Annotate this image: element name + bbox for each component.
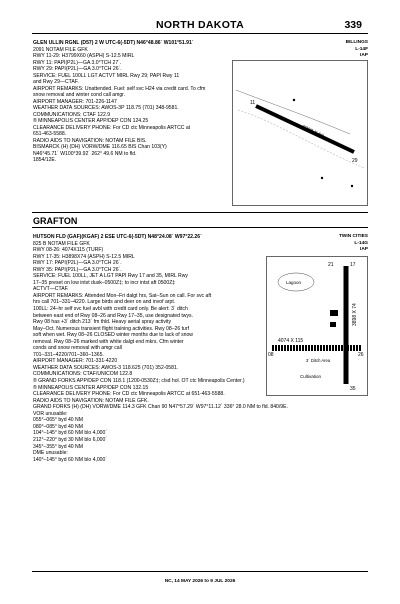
runway-number-11: 11 [250,100,256,106]
entry-line: 17–35 preset on low intst dusk–0500Z‡; to incr intst aft 0500Z‡ [33,279,176,286]
entry-line: 080°–085° byd 40 NM [33,423,83,430]
entry-line: AIRPORT REMARKS: Attended Mon–Fri dalgt hrs, Sat–Sun on call. For svc aft [33,292,212,299]
obstruction-marker [293,99,295,101]
obstruction-height-label: 21 [328,262,334,268]
entry-line: ® GRAND FORKS APP/DEP CON 118.1 (1200-0530Z‡; clsd hol. OT ctc Minneapolis Center.) [33,378,245,385]
entry-line: VOR unusable: [33,410,68,417]
chart-reference: L-14G [354,240,368,246]
entry-line: 140°–145° byd 60 NM blo 4,000´ [33,456,108,463]
chart-reference: L-14F [355,46,368,52]
entry-line: AIRPORT REMARKS: Unattended. Fuel: self svc H24 via credit card. To cfm [33,85,206,92]
entry-line: RADIO AIDS TO NAVIGATION: NOTAM FILE BIS. [33,137,147,144]
entry-line: RWY 11-29: H3799X60 (ASPH) S-12.5 MIRL [33,53,135,59]
entry-line: 2091 NOTAM FILE GFK [33,46,88,53]
entry-line: conds and snow removal with amgr call [33,345,122,352]
entry-line: hrs call 701–331–4220. Large birds and deer on and invof arpt. [33,299,176,306]
entry-line: CLEARANCE DELIVERY PHONE: For CD ctc Minneapolis ARTCC at [33,124,191,131]
obstruction-marker [321,177,323,179]
effective-dates-footer: NC, 14 MAY 2026 to 9 JUL 2026 [164,579,236,584]
grafton-section-title: GRAFTON [33,216,78,226]
runway-number-29: 29 [352,158,358,164]
runway-asph-dimension: 3898 X 74 [352,303,358,326]
entry-line: RWY 11: PAPI(P2L)—GA 3.0°TCH 27´. [33,59,122,66]
entry-line: N46°45.71´ W100°39.92´ 262° 49.6 NM to fld. [33,150,137,157]
lagoon-label: Lagoon [286,280,302,285]
entry-line: GRAND FORKS (H) (DH) VORW/DME 114.3 GFK Chan 90 N47°57.29´ W97°11.12´ 336° 28.0 NM to fld. 840/9E. [33,404,288,411]
entry-line: 345°–355° byd 40 NM [33,443,83,450]
entry-line: snow removal and winter cond call amgr. [33,92,126,98]
entry-line: COMMUNICATIONS: CTAF 122.9 [33,111,111,118]
header-rule [32,33,368,34]
entry-line: SERVICE: FUEL 100LL LGT ACTVT MIRL Rwy 29; PAPI Rwy 11 [33,72,180,79]
runway-number-17: 17 [350,262,356,268]
building-marker [330,322,336,327]
entry-line: May–Oct. Numerous transient flight training activities. Rwy 08–26 turf [33,325,189,332]
entry-line: HUTSON FLD (GAF)(KGAF) 2 ESE UTC-6(-5DT) N48°24.08´ W97°22.26´ [33,234,202,240]
page-state-header: NORTH DAKOTA [156,19,244,31]
entry-line: RWY 29: PAPI(P2L)—GA 3.0°TCH 26´. [33,66,122,72]
chart-reference: IAP [360,247,368,252]
entry-line: ACTVT—CTAF. [33,286,69,293]
entry-line: ® MINNEAPOLIS CENTER APP/DEP CON 124.25 [33,118,149,124]
runway-number-35: 35 [350,386,356,392]
hutson-field-entry [33,234,288,463]
cultivation-label: Cultivation [300,374,322,379]
entry-line: and Rwy 29—CTAF. [33,79,79,85]
runway-turf-dimension: 4074 X 115 [278,338,304,344]
runway-number-08: 08 [268,352,274,358]
entry-line: 1854/12E. [33,157,57,163]
section-rule [32,212,368,213]
entry-line: soft when wet. Rwy 08–26 CLOSED winter months due to lack of snow [33,332,193,339]
entry-line: RWY 35: PAPI(P2L)—GA 3.0°TCH 26´. [33,266,122,273]
entry-line: 055°–065° byd 40 NM [33,417,83,424]
ditch-area-label: 3´ Ditch Area [306,358,331,363]
entry-line: WEATHER DATA SOURCES: AWOS-3 118.625 (701) 352-0581. [33,364,179,371]
footer-rule [32,571,368,572]
page-number: 339 [344,19,362,31]
entry-line: removal. Rwy 08–26 marked with white dalgt end mkrs. Cfm winter [33,338,184,345]
entry-line: 651-463-5588. [33,131,67,137]
entry-line: 212°–220° byd 30 NM blo 6,000´ [33,436,108,443]
entry-line: RWY 17: PAPI(P2L)—GA 3.0°TCH 26´. [33,260,122,267]
section-title-rule [32,227,368,228]
runway-number-26: 26 [358,352,364,358]
runway-dimension-label: 3799 X 60 [301,124,325,140]
hutson-airport-diagram [266,256,368,396]
entry-line: COMMUNICATIONS: CTAF/UNICOM 122.8 [33,371,133,378]
entry-line: 825 B NOTAM FILE GFK [33,240,90,247]
entry-line: Rwy 08 has +3´ ditch 213´ fm thld. Heavy aerial spray activity [33,319,172,326]
entry-line: AIRPORT MANAGER: 701-331-4220 [33,358,118,365]
entry-line: 104°–145° byd 60 NM blo 4,000´ [33,430,108,437]
entry-line: ® MINNEAPOLIS CENTER APP/DEP CON 132.15 [33,384,149,391]
building-marker [330,310,338,316]
chart-reference: BILLINGS [345,40,368,45]
entry-line: DME unusable: [33,450,68,457]
glen-ullin-chart-refs [346,40,368,60]
entry-line: SERVICE: FUEL 100LL, JET A LGT PAPI Rwy 17 and 35, MIRL Rwy [33,273,188,280]
entry-line: GLEN ULLIN RGNL (D57) 2 W UTC-6(-5DT) N46°48.86´ W101°51.91´ [33,40,194,46]
entry-line: 701–331–4220/701–360–1365. [33,351,104,358]
entry-line: between east end of Rwy 08–26 and Rwy 17–35, use designated twys. [33,312,193,319]
chart-reference: TWIN CITIES [338,234,368,239]
chart-reference: IAP [360,53,368,58]
entry-line: WEATHER DATA SOURCES: AWOS-3P 118.75 (701) 348-9581. [33,105,179,111]
entry-line: AIRPORT MANAGER: 701-226-1147 [33,98,117,105]
hutson-field-chart-refs [339,234,368,254]
glen-ullin-airport-diagram [232,60,368,206]
entry-line: BISMARCK (H) (DH) VORW/DME 116.65 BIS Chan 103(Y) [33,144,167,150]
entry-line: 100LL: 24–hr self svc fuel avbl with credit card only. Be alert: 3´ ditch [33,306,188,313]
entry-line: RADIO AIDS TO NAVIGATION: NOTAM FILE GFK. [33,397,149,404]
entry-line: RWY 08-26: 4074X115 (TURF) [33,247,104,254]
glen-ullin-entry [33,40,205,164]
obstruction-marker [351,185,353,187]
entry-line: RWY 17-35: H3898X74 (ASPH) S-12.5 MIRL [33,253,135,260]
entry-line: CLEARANCE DELIVERY PHONE: For CD ctc Minneapolis ARTCC at 651-463-5588. [33,391,225,398]
